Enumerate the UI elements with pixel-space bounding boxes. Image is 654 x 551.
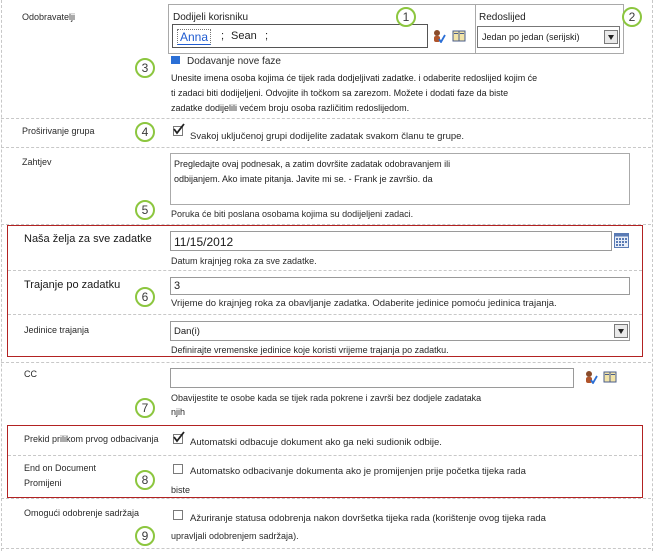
assign-header: Dodijeli korisniku	[173, 12, 249, 23]
cc-label: CC	[24, 369, 37, 379]
separator-semicolon: ;	[265, 30, 269, 42]
callout-9: 9	[135, 526, 155, 546]
separator-semicolon: ;	[221, 30, 225, 42]
checkmark-icon	[172, 122, 186, 136]
assignees-input[interactable]	[172, 24, 428, 48]
order-header: Redoslijed	[479, 12, 526, 23]
callout-6: 6	[135, 287, 155, 307]
content-approval-text-line2: upravljali odobrenjem sadržaja).	[171, 531, 299, 541]
callout-8: 8	[135, 470, 155, 490]
content-approval-label: Omogući odobrenje sadržaja	[24, 508, 140, 518]
assignee-token[interactable]: Anna	[177, 29, 211, 45]
check-names-icon[interactable]	[432, 29, 446, 43]
chevron-down-icon[interactable]	[604, 30, 618, 44]
due-date-help: Datum krajnjeg roka za sve zadatke.	[171, 256, 317, 266]
address-book-icon[interactable]	[452, 30, 466, 42]
request-help: Poruka će biti poslana osobama kojima su dodijeljeni zadaci.	[171, 209, 414, 219]
address-book-icon[interactable]	[603, 371, 617, 383]
first-reject-label: Prekid prilikom prvog odbacivanja	[24, 434, 159, 444]
group-expansion-text: Svakoj uključenoj grupi dodijelite zadatak svakom članu te grupe.	[190, 131, 465, 142]
cc-help-line2: njih	[171, 407, 186, 417]
doc-change-text-line1: Automatsko odbacivanje dokumenta ako je promijenjen prije početka tijeka rada	[190, 466, 526, 477]
first-reject-text: Automatski odbacuje dokument ako ga neki sudionik odbije.	[190, 437, 442, 448]
chevron-down-icon[interactable]	[614, 324, 628, 338]
duration-units-help: Definirajte vremenske jedinice koje koristi vrijeme trajanja po zadatku.	[171, 345, 449, 355]
separator	[8, 455, 642, 456]
callout-3: 3	[135, 58, 155, 78]
separator	[1, 147, 651, 148]
separator	[8, 270, 642, 271]
doc-change-text-line2: biste	[171, 485, 191, 495]
request-textarea[interactable]	[170, 153, 630, 205]
separator	[1, 498, 651, 499]
callout-1: 1	[396, 7, 416, 27]
duration-units-label: Jedinice trajanja	[24, 325, 90, 335]
duration-input[interactable]	[170, 277, 630, 295]
doc-change-label-line2: Promijeni	[24, 478, 62, 488]
callout-5: 5	[135, 200, 155, 220]
approvers-label: Odobravatelji	[22, 12, 76, 22]
due-date-input[interactable]	[170, 231, 612, 251]
due-date-label: Naša želja za sve zadatke	[24, 233, 152, 245]
add-stage-link[interactable]: Dodavanje nove faze	[187, 56, 281, 67]
doc-change-checkbox[interactable]	[173, 464, 183, 474]
callout-7: 7	[135, 398, 155, 418]
content-approval-checkbox[interactable]	[173, 510, 183, 520]
assignee-token[interactable]: Sean	[231, 30, 257, 42]
callout-2: 2	[622, 7, 642, 27]
request-text: Pregledajte ovaj podnesak, a zatim dovršite zadatak odobravanjem ili odbijanjem. Ako imate pitanja. Javite mi se. - Frank je završio. da	[174, 159, 451, 184]
callout-4: 4	[135, 122, 155, 142]
check-names-icon[interactable]	[584, 370, 598, 384]
content-approval-text-line1: Ažuriranje statusa odobrenja nakon dovršetka tijeka rada (korištenje ovog tijeka rada	[190, 513, 546, 524]
separator	[1, 548, 651, 549]
duration-units-select[interactable]	[170, 321, 630, 341]
group-expansion-label: Proširivanje grupa	[22, 126, 95, 136]
calendar-icon[interactable]	[614, 233, 629, 248]
doc-change-label-line1: End on Document	[24, 463, 97, 473]
duration-units-value: Dan(i)	[174, 326, 200, 337]
separator	[1, 118, 651, 119]
duration-value: 3	[174, 280, 181, 292]
request-label: Zahtjev	[22, 157, 52, 167]
add-stage-icon[interactable]	[171, 56, 180, 64]
cc-help-line1: Obavijestite te osobe kada se tijek rada pokrene i završi bez dodjele zadataka	[171, 393, 482, 403]
order-select-value: Jedan po jedan (serijski)	[482, 32, 580, 42]
duration-help: Vrijeme do krajnjeg roka za obavljanje zadatka. Odaberite jedinice pomoću jedinica trajanja.	[171, 298, 557, 309]
duration-label: Trajanje po zadatku	[24, 279, 121, 291]
checkmark-icon	[172, 430, 186, 444]
due-date-value: 11/15/2012	[174, 235, 234, 249]
approvers-help: Unesite imena osoba kojima će tijek rada dodjeljivati zadatke. i odaberite redoslijed kojim će ti zadaci biti dodijeljeni. Odvojite ih točkom sa zarezom. Možete i dodati faze da biste zadatke dodijelili većem broju osoba različitim redoslijedom.	[171, 73, 538, 113]
separator	[1, 362, 651, 363]
cc-input[interactable]	[170, 368, 574, 388]
order-select[interactable]	[477, 26, 620, 48]
separator	[8, 314, 642, 315]
